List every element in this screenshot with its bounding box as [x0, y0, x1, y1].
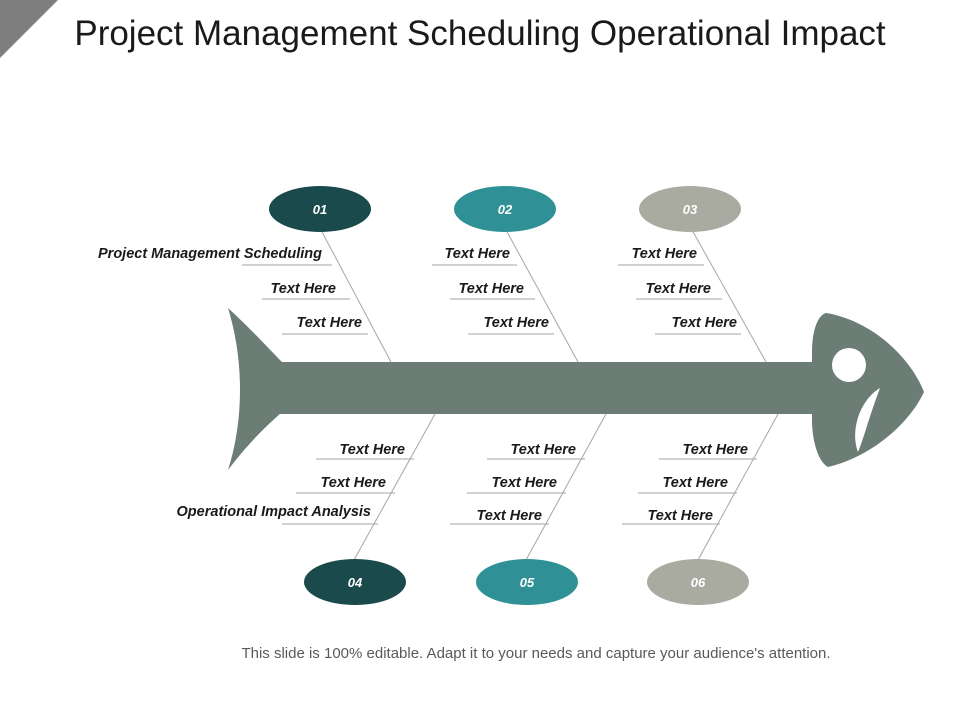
label-bottom-5-a: Text Here [510, 442, 576, 458]
node-06-label: 06 [690, 575, 706, 590]
fish-eye [832, 348, 866, 382]
label-bottom-4-a: Text Here [339, 442, 405, 458]
slide-title: Project Management Scheduling Operational Impact [74, 14, 886, 53]
fish-spine [280, 362, 825, 414]
label-bottom-5-c: Text Here [476, 508, 542, 524]
label-top-1-c: Text Here [296, 315, 362, 331]
label-top-3-a: Text Here [631, 246, 697, 262]
node-01-label: 01 [312, 202, 328, 217]
label-top-2-c: Text Here [483, 315, 549, 331]
label-bottom-6-a: Text Here [682, 442, 748, 458]
label-bottom-4-c: Operational Impact Analysis [176, 504, 371, 520]
label-top-2-b: Text Here [458, 281, 524, 297]
label-top-3-b: Text Here [645, 281, 711, 297]
label-bottom-5-b: Text Here [491, 475, 557, 491]
label-top-1-a: Project Management Scheduling [98, 246, 322, 262]
footer-note: This slide is 100% editable. Adapt it to your needs and capture your audience's attention. [241, 645, 831, 662]
label-top-2-a: Text Here [444, 246, 510, 262]
label-top-1-b: Text Here [270, 281, 336, 297]
node-02-label: 02 [497, 202, 513, 217]
label-bottom-4-b: Text Here [320, 475, 386, 491]
fish-tail [228, 308, 282, 470]
node-05-label: 05 [519, 575, 535, 590]
fish-head [812, 313, 924, 467]
node-04-label: 04 [347, 575, 363, 590]
label-top-3-c: Text Here [671, 315, 737, 331]
node-03-label: 03 [682, 202, 698, 217]
label-bottom-6-c: Text Here [647, 508, 713, 524]
label-bottom-6-b: Text Here [662, 475, 728, 491]
